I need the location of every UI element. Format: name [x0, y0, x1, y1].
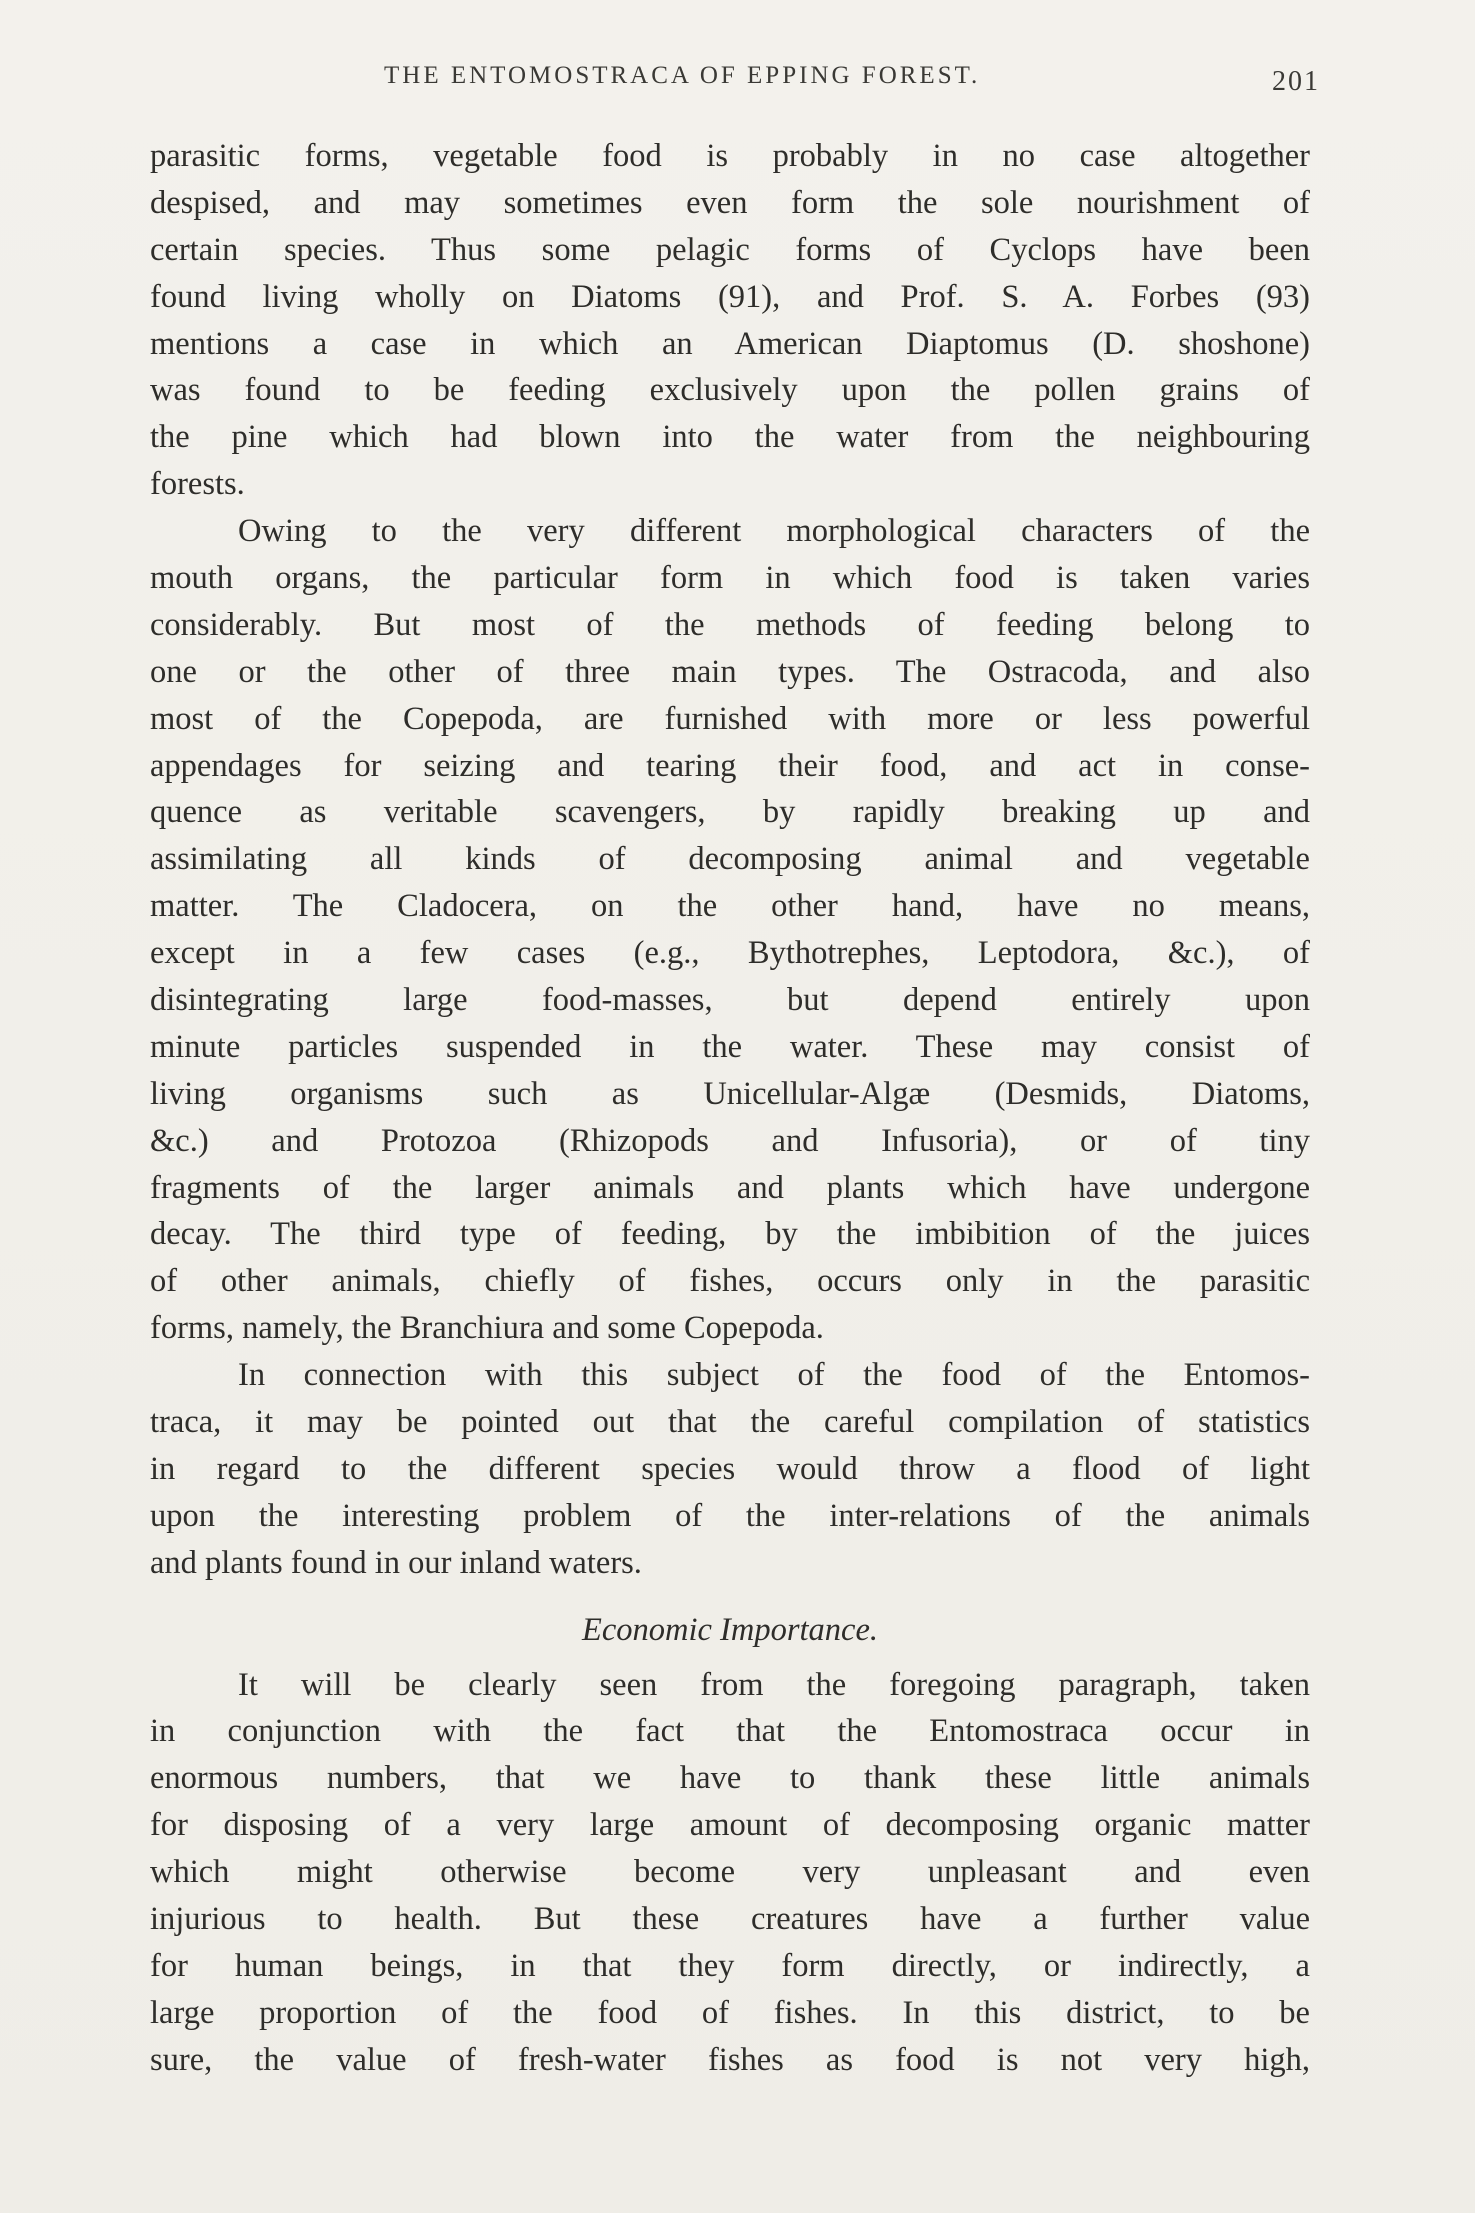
body-text [150, 133, 1310, 2084]
text-line: was found to be feeding exclusively upon the pollen grains of [150, 372, 1310, 409]
text-line: for human beings, in that they form directly, or indirectly, a [150, 1947, 1310, 1984]
text-line: mentions a case in which an American Diaptomus (D. shoshone) [150, 325, 1310, 362]
text-line: considerably. But most of the methods of feeding belong to [150, 606, 1310, 643]
text-line: forms, namely, the Branchiura and some Copepoda. [150, 1310, 824, 1347]
text-line: forests. [150, 466, 245, 503]
text-line: fragments of the larger animals and plants which have undergone [150, 1169, 1310, 1206]
text-line: quence as veritable scavengers, by rapidly breaking up and [150, 794, 1310, 831]
text-line: minute particles suspended in the water. These may consist of [150, 1028, 1310, 1065]
text-line: and plants found in our inland waters. [150, 1544, 642, 1581]
text-line: of other animals, chiefly of fishes, occurs only in the parasitic [150, 1263, 1310, 1300]
text-line: in regard to the different species would throw a flood of light [150, 1450, 1310, 1487]
paragraph [150, 133, 1310, 508]
text-line: enormous numbers, that we have to thank these little animals [150, 1760, 1310, 1797]
page-number: 201 [1272, 66, 1320, 97]
text-line: assimilating all kinds of decomposing animal and vegetable [150, 841, 1310, 878]
text-line: in conjunction with the fact that the Entomostraca occur in [150, 1713, 1310, 1750]
text-line: most of the Copepoda, are furnished with more or less powerful [150, 700, 1310, 737]
paragraph [150, 1352, 1310, 1586]
text-line: injurious to health. But these creatures have a further value [150, 1900, 1310, 1937]
text-line: &c.) and Protozoa (Rhizopods and Infusoria), or of tiny [150, 1122, 1310, 1159]
page-header [150, 62, 1320, 102]
text-line: one or the other of three main types. The Ostracoda, and also [150, 653, 1310, 690]
text-line: sure, the value of fresh-water fishes as food is not very high, [150, 2041, 1310, 2078]
text-line: parasitic forms, vegetable food is probably in no case altogether [150, 138, 1310, 174]
text-line: certain species. Thus some pelagic forms of Cyclops have been [150, 231, 1310, 268]
text-line: except in a few cases (e.g., Bythotrephes, Leptodora, &c.), of [150, 935, 1310, 972]
text-line: appendages for seizing and tearing their food, and act in conse- [150, 747, 1310, 784]
text-line: mouth organs, the particular form in which food is taken varies [150, 560, 1310, 597]
text-line: matter. The Cladocera, on the other hand, have no means, [150, 888, 1310, 925]
text-line: found living wholly on Diatoms (91), and Prof. S. A. Forbes (93) [150, 278, 1310, 315]
text-line: Owing to the very different morphological characters of the [238, 513, 1310, 550]
text-line: living organisms such as Unicellular-Algæ (Desmids, Diatoms, [150, 1075, 1310, 1112]
section-heading: Economic Importance. [581, 1611, 879, 1648]
text-line: traca, it may be pointed out that the careful compilation of statistics [150, 1404, 1310, 1441]
text-line: for disposing of a very large amount of decomposing organic matter [150, 1807, 1310, 1844]
text-line: In connection with this subject of the food of the Entomos- [238, 1357, 1310, 1394]
text-line: the pine which had blown into the water from the neighbouring [150, 419, 1310, 456]
text-line: which might otherwise become very unpleasant and even [150, 1854, 1310, 1891]
running-title: THE ENTOMOSTRACA OF EPPING FOREST. [384, 62, 981, 89]
text-line: large proportion of the food of fishes. In this district, to be [150, 1994, 1310, 2031]
text-line: It will be clearly seen from the foregoing paragraph, taken [238, 1666, 1310, 1703]
text-line: decay. The third type of feeding, by the imbibition of the juices [150, 1216, 1310, 1253]
text-line: upon the interesting problem of the inter-relations of the animals [150, 1497, 1310, 1534]
text-line: disintegrating large food-masses, but depend entirely upon [150, 982, 1310, 1019]
paragraph [150, 508, 1310, 1352]
text-line: despised, and may sometimes even form the sole nourishment of [150, 184, 1310, 221]
paragraph [150, 1662, 1310, 2084]
